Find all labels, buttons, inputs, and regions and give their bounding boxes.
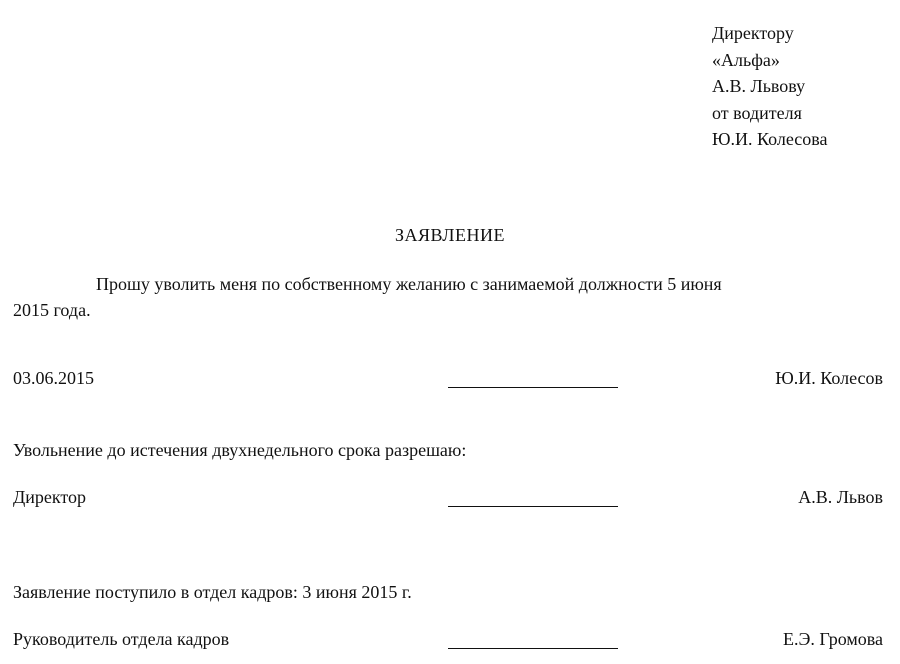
director-signature-row: [13, 487, 883, 511]
statement-line: Прошу уволить меня по собственному желанию с занимаемой должности 5 июня: [96, 274, 722, 294]
applicant-name: Ю.И. Колесов: [775, 368, 883, 388]
director-name: А.В. Львов: [798, 487, 883, 507]
statement-line: 2015 года.: [13, 300, 91, 320]
signature-line: [448, 506, 618, 507]
hr-signature-row: [13, 629, 883, 653]
signature-line: [448, 387, 618, 388]
addressee-line: Директору: [712, 23, 794, 43]
addressee-line: «Альфа»: [712, 49, 780, 70]
document-title: ЗАЯВЛЕНИЕ: [394, 225, 506, 245]
hr-role: Руководитель отдела кадров: [13, 629, 230, 649]
statement-body: [13, 271, 813, 323]
application-date: 03.06.2015: [13, 368, 94, 388]
signature-line: [448, 648, 618, 649]
addressee-block: [712, 20, 828, 153]
approval-text: Увольнение до истечения двухнедельного срока разрешаю:: [13, 440, 467, 460]
addressee-line: Ю.И. Колесова: [712, 129, 828, 149]
received-text: Заявление поступило в отдел кадров: 3 июня 2015 г.: [13, 582, 412, 602]
addressee-line: от водителя: [712, 102, 802, 123]
applicant-signature-row: [13, 368, 883, 392]
hr-name: Е.Э. Громова: [783, 629, 883, 649]
director-role: Директор: [13, 487, 87, 507]
addressee-line: А.В. Львову: [712, 76, 806, 96]
